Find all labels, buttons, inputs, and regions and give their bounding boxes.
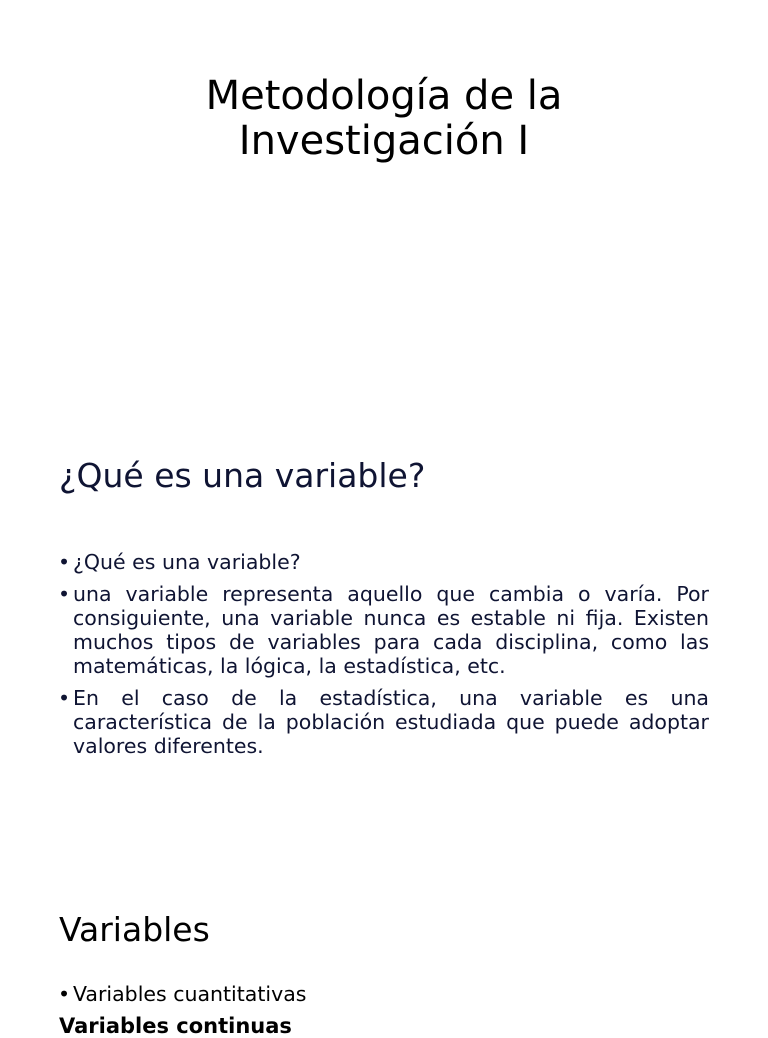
bullet-item [58, 686, 709, 758]
bullet-list [58, 550, 709, 766]
bullet-text: una variable representa aquello que cambia o varía. Por consiguiente, una variable nunca es estable ni fija. Existen muchos tipos de variables para cada disciplina, como las matemáticas, la lógica, la estadística, etc. [73, 582, 709, 678]
bullet-dot-icon: • [58, 550, 71, 574]
bullet-item [58, 550, 709, 574]
title-line-1: Metodología de la [205, 73, 563, 119]
bullet-text: Variables cuantitativas [73, 982, 307, 1006]
title-slide [0, 0, 768, 432]
sub-heading: Variables continuas [59, 1014, 292, 1038]
bullet-text: ¿Qué es una variable? [73, 550, 301, 574]
presentation-title [0, 74, 768, 164]
bullet-item [58, 582, 709, 678]
slide-heading: Variables [59, 910, 210, 949]
slide-heading: ¿Qué es una variable? [59, 456, 426, 495]
slide-what-is-variable [0, 432, 768, 864]
bullet-list [58, 982, 709, 1014]
title-line-2: Investigación I [238, 118, 530, 164]
bullet-dot-icon: • [58, 582, 71, 606]
bullet-item [58, 982, 709, 1006]
bullet-dot-icon: • [58, 982, 71, 1006]
bullet-dot-icon: • [58, 686, 71, 710]
slide-variables [0, 880, 768, 1038]
bullet-text: En el caso de la estadística, una variable es una característica de la población estudiada que puede adoptar valores diferentes. [73, 686, 709, 758]
